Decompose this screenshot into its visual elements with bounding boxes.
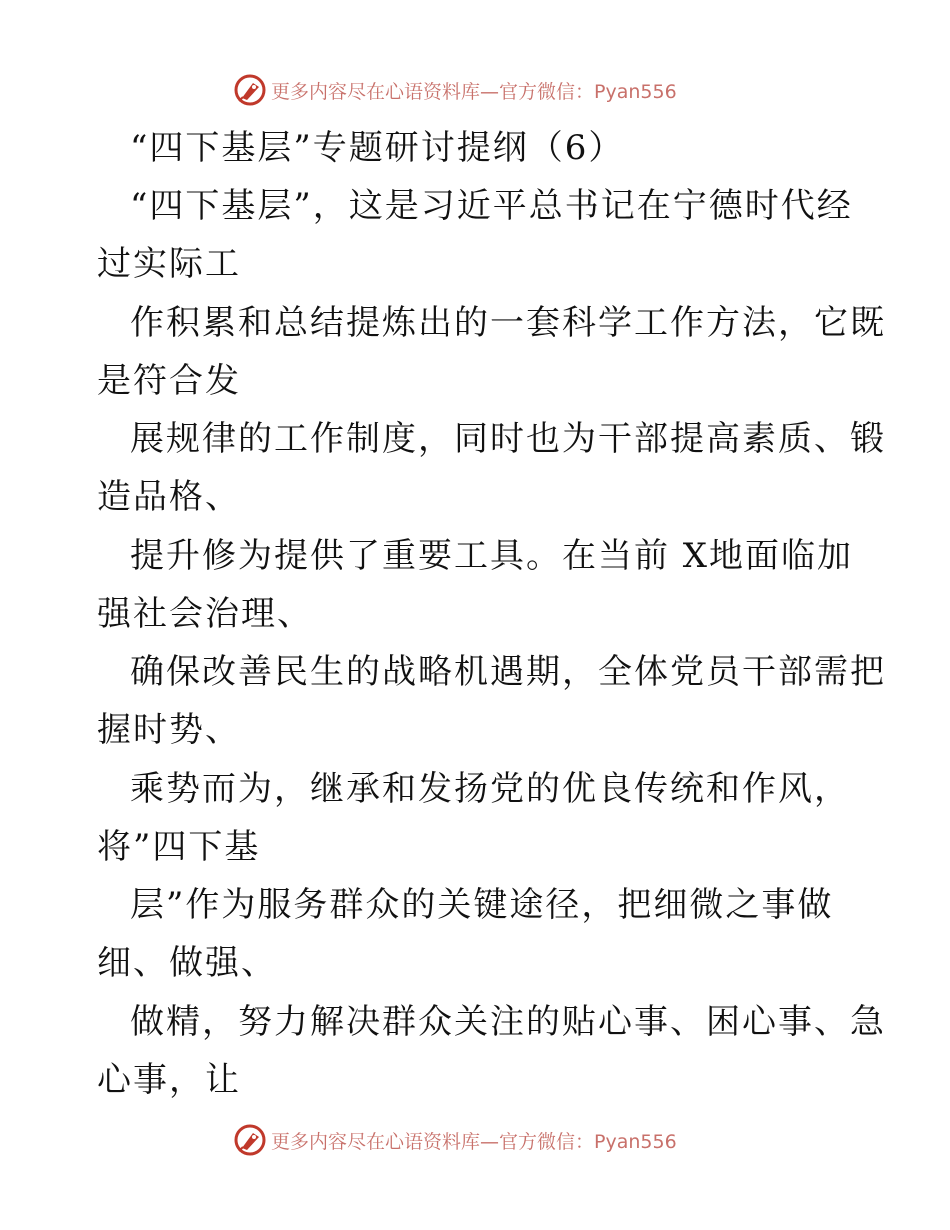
paragraph-line: 将”四下基	[97, 827, 261, 867]
paragraph-line: 提升修为提供了重要工具。在当前 X地面临加	[130, 536, 854, 576]
pen-nib-logo-icon	[233, 1123, 267, 1157]
document-title: “四下基层”专题研讨提纲（6）	[130, 128, 625, 168]
paragraph-line: 确保改善民生的战略机遇期，全体党员干部需把	[130, 652, 886, 692]
paragraph-line: 造品格、	[97, 477, 241, 517]
paragraph-line: 乘势而为，继承和发扬党的优良传统和作风，	[130, 769, 850, 809]
paragraph-line: 做精，努力解决群众关注的贴心事、困心事、急	[130, 1002, 886, 1042]
paragraph-line: 心事，让	[97, 1060, 241, 1100]
paragraph-line: 层”作为服务群众的关键途径，把细微之事做	[130, 885, 834, 925]
paragraph-line: 展规律的工作制度，同时也为干部提高素质、锻	[130, 419, 886, 459]
paragraph-line: 作积累和总结提炼出的一套科学工作方法，它既	[130, 303, 886, 343]
header-banner-text: 更多内容尽在心语资料库—官方微信：Pyan556	[271, 80, 677, 103]
paragraph-line: “四下基层”，这是习近平总书记在宁德时代经	[130, 186, 853, 226]
paragraph-line: 是符合发	[97, 361, 241, 401]
paragraph-line: 细、做强、	[97, 943, 277, 983]
paragraph-line: 强社会治理、	[97, 594, 313, 634]
footer-watermark-banner	[233, 1122, 677, 1158]
paragraph-line: 握时势、	[97, 710, 241, 750]
footer-banner-text: 更多内容尽在心语资料库—官方微信：Pyan556	[271, 1130, 677, 1153]
paragraph-line: 过实际工	[97, 244, 241, 284]
